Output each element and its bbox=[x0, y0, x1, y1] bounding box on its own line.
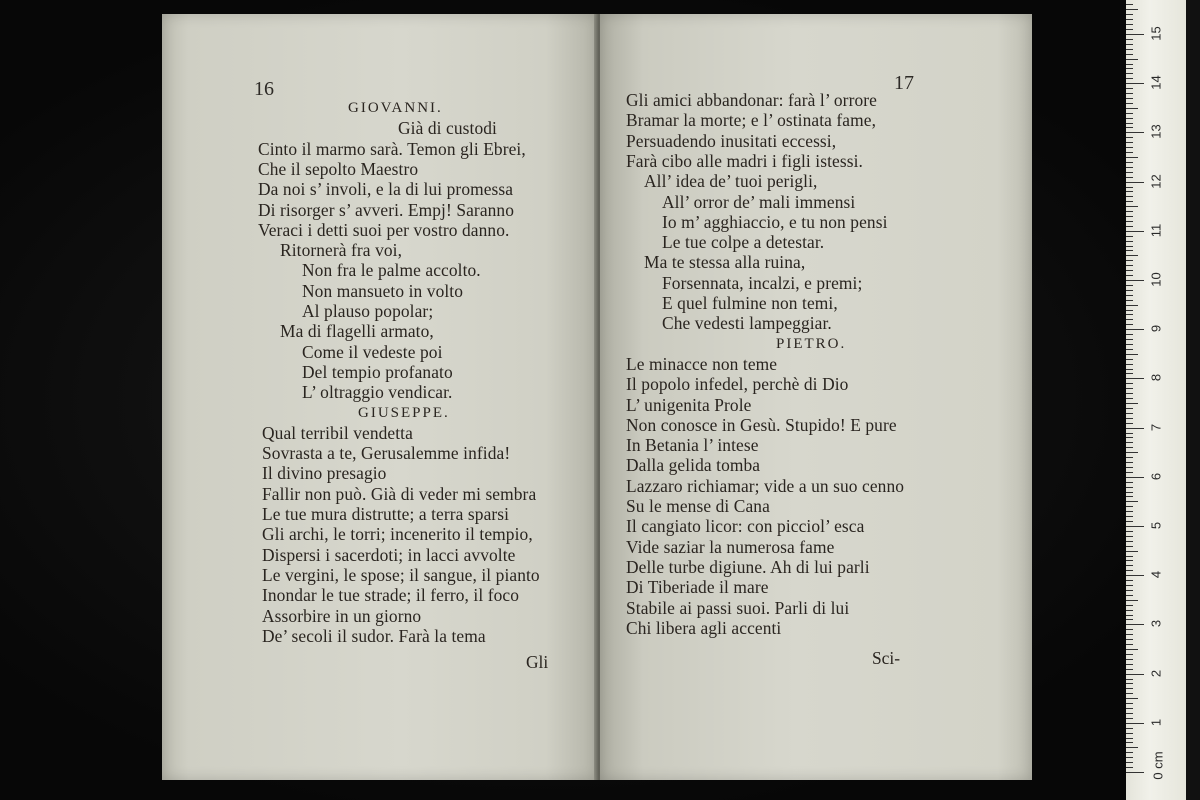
verse-line: Stabile ai passi suoi. Parli di lui bbox=[626, 597, 850, 618]
ruler-tick bbox=[1126, 565, 1133, 566]
ruler-tick bbox=[1126, 639, 1133, 640]
ruler-tick bbox=[1126, 270, 1133, 271]
verse-line: Ma di flagelli armato, bbox=[280, 321, 434, 342]
ruler-tick bbox=[1126, 526, 1144, 527]
ruler-tick bbox=[1126, 196, 1133, 197]
ruler-tick bbox=[1126, 378, 1144, 379]
catchword-right: Sci- bbox=[872, 648, 901, 668]
ruler-tick bbox=[1126, 354, 1138, 355]
ruler-tick bbox=[1126, 560, 1133, 561]
ruler-tick bbox=[1126, 762, 1133, 763]
ruler-tick bbox=[1126, 575, 1144, 576]
ruler-tick bbox=[1126, 595, 1133, 596]
ruler-tick bbox=[1126, 255, 1138, 256]
verse-line: Di Tiberiade il mare bbox=[626, 577, 769, 598]
ruler-tick bbox=[1126, 516, 1133, 517]
speaker-name: GIOVANNI. bbox=[348, 100, 443, 116]
ruler-tick bbox=[1126, 634, 1133, 635]
ruler-tick bbox=[1126, 546, 1133, 547]
verse-line: Da noi s’ involi, e la di lui promessa bbox=[258, 179, 514, 200]
ruler-number: 11 bbox=[1148, 223, 1164, 238]
verse-line: Veraci i detti suoi per vostro danno. bbox=[258, 219, 510, 240]
ruler-tick bbox=[1126, 44, 1133, 45]
ruler-tick bbox=[1126, 221, 1133, 222]
ruler-tick bbox=[1126, 364, 1133, 365]
ruler-tick bbox=[1126, 142, 1133, 143]
ruler-tick bbox=[1126, 383, 1133, 384]
verse-line: Lazzaro richiamar; vide a un suo cenno bbox=[626, 475, 905, 496]
ruler-tick bbox=[1126, 369, 1133, 370]
verse-line: Vide saziar la numerosa fame bbox=[626, 536, 835, 557]
ruler-number: 12 bbox=[1148, 173, 1164, 189]
ruler-tick bbox=[1126, 19, 1133, 20]
verse-line: Le tue colpe a detestar. bbox=[662, 232, 825, 253]
verse-line: Forsennata, incalzi, e premi; bbox=[662, 272, 863, 293]
verse-line: Bramar la morte; e l’ ostinata fame, bbox=[626, 110, 877, 131]
ruler-tick bbox=[1126, 9, 1138, 10]
verse-line: All’ idea de’ tuoi perigli, bbox=[644, 171, 818, 192]
ruler-tick bbox=[1126, 551, 1138, 552]
ruler-tick bbox=[1126, 467, 1133, 468]
ruler-tick bbox=[1126, 310, 1133, 311]
ruler-tick bbox=[1126, 723, 1144, 724]
ruler-tick bbox=[1126, 88, 1133, 89]
verse-line: Su le mense di Cana bbox=[626, 496, 770, 516]
ruler-tick bbox=[1126, 693, 1133, 694]
verse-line: Che il sepolto Maestro bbox=[258, 158, 419, 179]
ruler-tick bbox=[1126, 674, 1144, 675]
ruler-tick bbox=[1126, 570, 1133, 571]
ruler-tick bbox=[1126, 477, 1144, 478]
ruler-tick bbox=[1126, 300, 1133, 301]
ruler-tick bbox=[1126, 757, 1133, 758]
ruler-tick bbox=[1126, 177, 1133, 178]
ruler-tick bbox=[1126, 615, 1133, 616]
ruler-tick bbox=[1126, 137, 1133, 138]
ruler-tick bbox=[1126, 172, 1133, 173]
ruler-tick bbox=[1126, 206, 1138, 207]
ruler-tick bbox=[1126, 531, 1133, 532]
ruler-tick bbox=[1126, 54, 1133, 55]
ruler-number: 7 bbox=[1148, 423, 1164, 431]
ruler-tick bbox=[1126, 260, 1133, 261]
ruler-tick bbox=[1126, 408, 1133, 409]
ruler-tick bbox=[1126, 49, 1133, 50]
verse-line: Farà cibo alle madri i figli istessi. bbox=[626, 150, 863, 171]
ruler-tick bbox=[1126, 679, 1133, 680]
verse-line: Assorbire in un giorno bbox=[262, 605, 422, 626]
verse-line: Inondar le tue strade; il ferro, il foco bbox=[262, 585, 520, 606]
page-number-left: 16 bbox=[254, 78, 274, 100]
ruler-tick bbox=[1126, 398, 1133, 399]
verse-line: Le vergini, le spose; il sangue, il pianto bbox=[262, 564, 540, 585]
verse-line: Gli archi, le torri; incenerito il tempio, bbox=[262, 524, 533, 545]
ruler-tick bbox=[1126, 24, 1133, 25]
ruler-tick bbox=[1126, 201, 1133, 202]
ruler-tick bbox=[1126, 231, 1144, 232]
ruler-tick bbox=[1126, 334, 1133, 335]
ruler-tick bbox=[1126, 442, 1133, 443]
verse-line: Il divino presagio bbox=[262, 463, 387, 484]
ruler-tick bbox=[1126, 688, 1133, 689]
ruler-tick bbox=[1126, 541, 1133, 542]
ruler-tick bbox=[1126, 305, 1138, 306]
ruler-tick bbox=[1126, 492, 1133, 493]
verse-line: Non fra le palme accolto. bbox=[302, 260, 481, 281]
ruler-tick bbox=[1126, 344, 1133, 345]
verse-line: Non conosce in Gesù. Stupido! E pure bbox=[626, 414, 897, 435]
ruler-tick bbox=[1126, 590, 1133, 591]
ruler-tick bbox=[1126, 619, 1133, 620]
ruler-tick bbox=[1126, 388, 1133, 389]
ruler-tick bbox=[1126, 742, 1133, 743]
ruler-tick bbox=[1126, 34, 1144, 35]
speaker-name: PIETRO. bbox=[776, 335, 847, 352]
verse-line: L’ oltraggio vendicar. bbox=[302, 382, 453, 403]
ruler-tick bbox=[1126, 659, 1133, 660]
ruler-unit-label: 0 cm bbox=[1150, 751, 1166, 780]
verse-line: Le tue mura distrutte; a terra sparsi bbox=[262, 504, 510, 524]
ruler-tick bbox=[1126, 511, 1133, 512]
ruler-tick bbox=[1126, 496, 1133, 497]
verse-line: Ma te stessa alla ruina, bbox=[644, 252, 806, 273]
verse-line: Già di custodi bbox=[398, 118, 497, 139]
ruler-tick bbox=[1126, 487, 1133, 488]
verse-line: Non mansueto in volto bbox=[302, 280, 464, 301]
ruler-tick bbox=[1126, 108, 1138, 109]
ruler-tick bbox=[1126, 152, 1133, 153]
ruler-tick bbox=[1126, 738, 1133, 739]
verse-line: De’ secoli il sudor. Farà la tema bbox=[262, 625, 486, 646]
ruler-tick bbox=[1126, 226, 1133, 227]
verse-line: Sovrasta a te, Gerusalemme infida! bbox=[262, 443, 511, 464]
ruler-tick bbox=[1126, 98, 1133, 99]
ruler-tick bbox=[1126, 624, 1144, 625]
ruler-tick bbox=[1126, 4, 1133, 5]
ruler-tick bbox=[1126, 767, 1133, 768]
ruler-tick bbox=[1126, 295, 1133, 296]
ruler-tick bbox=[1126, 747, 1138, 748]
ruler-tick bbox=[1126, 123, 1133, 124]
ruler-number: 14 bbox=[1148, 75, 1164, 90]
ruler-tick bbox=[1126, 457, 1133, 458]
ruler-tick bbox=[1126, 167, 1133, 168]
ruler-tick bbox=[1126, 339, 1133, 340]
ruler-number: 15 bbox=[1148, 26, 1164, 41]
ruler-tick bbox=[1126, 39, 1133, 40]
ruler-tick bbox=[1126, 501, 1138, 502]
ruler-tick bbox=[1126, 83, 1144, 84]
ruler-tick bbox=[1126, 521, 1133, 522]
ruler-tick bbox=[1126, 403, 1138, 404]
page-number-right: 17 bbox=[894, 72, 914, 94]
ruler-tick bbox=[1126, 423, 1133, 424]
ruler-tick bbox=[1126, 536, 1133, 537]
ruler-tick bbox=[1126, 482, 1133, 483]
speaker-name: GIUSEPPE. bbox=[358, 404, 450, 421]
ruler-number: 10 bbox=[1148, 272, 1164, 287]
verse-line: Cinto il marmo sarà. Temon gli Ebrei, bbox=[258, 138, 526, 159]
ruler-tick bbox=[1126, 349, 1133, 350]
ruler-tick bbox=[1126, 472, 1133, 473]
right-page bbox=[600, 14, 1032, 780]
ruler-tick bbox=[1126, 68, 1133, 69]
ruler-tick bbox=[1126, 600, 1138, 601]
ruler-tick bbox=[1126, 610, 1133, 611]
verse-line: Al plauso popolar; bbox=[302, 301, 434, 321]
ruler-tick bbox=[1126, 162, 1133, 163]
ruler-tick bbox=[1126, 664, 1133, 665]
ruler-number: 4 bbox=[1148, 571, 1164, 579]
ruler-tick bbox=[1126, 772, 1144, 773]
verse-line: All’ orror de’ mali immensi bbox=[662, 191, 856, 212]
ruler-tick bbox=[1126, 713, 1133, 714]
ruler-tick bbox=[1126, 718, 1133, 719]
verse-line: Dalla gelida tomba bbox=[626, 455, 761, 476]
ruler-tick bbox=[1126, 752, 1133, 753]
verse-line: Fallir non può. Già di veder mi sembra bbox=[262, 483, 537, 504]
ruler-tick bbox=[1126, 132, 1144, 133]
ruler-tick bbox=[1126, 285, 1133, 286]
ruler-tick bbox=[1126, 127, 1133, 128]
ruler-tick bbox=[1126, 683, 1133, 684]
ruler-tick bbox=[1126, 703, 1133, 704]
ruler-tick bbox=[1126, 93, 1133, 94]
ruler-tick bbox=[1126, 73, 1133, 74]
verse-line: Che vedesti lampeggiar. bbox=[662, 313, 832, 334]
ruler-tick bbox=[1126, 447, 1133, 448]
verse-line: Gli amici abbandonar: farà l’ orrore bbox=[626, 90, 877, 110]
ruler-tick bbox=[1126, 182, 1144, 183]
ruler-tick bbox=[1126, 393, 1133, 394]
ruler-tick bbox=[1126, 708, 1133, 709]
ruler-tick bbox=[1126, 275, 1133, 276]
ruler-tick bbox=[1126, 250, 1133, 251]
ruler-tick bbox=[1126, 733, 1133, 734]
ruler-tick bbox=[1126, 649, 1138, 650]
ruler-tick bbox=[1126, 236, 1133, 237]
ruler-tick bbox=[1126, 29, 1133, 30]
ruler-tick bbox=[1126, 462, 1133, 463]
ruler-tick bbox=[1126, 428, 1144, 429]
ruler-tick bbox=[1126, 506, 1133, 507]
ruler-tick bbox=[1126, 290, 1133, 291]
ruler-tick bbox=[1126, 64, 1133, 65]
ruler-tick bbox=[1126, 78, 1133, 79]
ruler-tick bbox=[1126, 556, 1133, 557]
ruler-tick bbox=[1126, 113, 1133, 114]
verse-line: In Betania l’ intese bbox=[626, 435, 759, 456]
ruler-tick bbox=[1126, 654, 1133, 655]
ruler-tick bbox=[1126, 418, 1133, 419]
ruler-number: 2 bbox=[1148, 669, 1164, 677]
ruler-tick bbox=[1126, 265, 1133, 266]
ruler-tick bbox=[1126, 319, 1133, 320]
verse-line: Di risorger s’ avveri. Empj! Saranno bbox=[258, 199, 515, 220]
ruler-tick bbox=[1126, 216, 1133, 217]
ruler-number: 13 bbox=[1148, 124, 1164, 140]
verse-line: Qual terribil vendetta bbox=[262, 422, 413, 443]
ruler-tick bbox=[1126, 329, 1144, 330]
ruler-number: 6 bbox=[1148, 472, 1164, 480]
catchword-left: Gli bbox=[526, 652, 549, 672]
ruler-number: 1 bbox=[1148, 718, 1164, 726]
ruler-tick bbox=[1126, 644, 1133, 645]
ruler-number: 9 bbox=[1148, 325, 1164, 333]
ruler-tick bbox=[1126, 605, 1133, 606]
ruler-number: 8 bbox=[1148, 374, 1164, 382]
verse-line: Il popolo infedel, perchè di Dio bbox=[626, 374, 849, 395]
ruler-tick bbox=[1126, 585, 1133, 586]
ruler-tick bbox=[1126, 211, 1133, 212]
ruler-tick bbox=[1126, 324, 1133, 325]
ruler-tick bbox=[1126, 147, 1133, 148]
ruler-tick bbox=[1126, 314, 1133, 315]
ruler-tick bbox=[1126, 433, 1133, 434]
ruler-tick bbox=[1126, 246, 1133, 247]
ruler-tick bbox=[1126, 118, 1133, 119]
verse-line: Ritornerà fra voi, bbox=[280, 240, 403, 261]
verse-line: Le minacce non teme bbox=[626, 353, 778, 374]
verse-line: Il cangiato licor: con picciol’ esca bbox=[626, 516, 865, 537]
ruler-tick bbox=[1126, 437, 1133, 438]
ruler-tick bbox=[1126, 157, 1138, 158]
ruler-tick bbox=[1126, 413, 1133, 414]
ruler-tick bbox=[1126, 580, 1133, 581]
verse-line: Chi libera agli accenti bbox=[626, 617, 782, 638]
ruler-tick bbox=[1126, 241, 1133, 242]
ruler-tick bbox=[1126, 629, 1133, 630]
verse-line: Dispersi i sacerdoti; in lacci avvolte bbox=[262, 544, 516, 565]
ruler-tick bbox=[1126, 452, 1138, 453]
verse-line: L’ unigenita Prole bbox=[626, 394, 752, 415]
ruler-edge bbox=[1186, 0, 1200, 800]
verse-line: Del tempio profanato bbox=[302, 361, 453, 382]
ruler-tick bbox=[1126, 669, 1133, 670]
ruler-tick bbox=[1126, 103, 1133, 104]
ruler-tick bbox=[1126, 187, 1133, 188]
ruler-tick bbox=[1126, 728, 1133, 729]
ruler-tick bbox=[1126, 359, 1133, 360]
ruler-tick bbox=[1126, 191, 1133, 192]
ruler-tick bbox=[1126, 14, 1133, 15]
verse-line: Come il vedeste poi bbox=[302, 341, 443, 362]
measurement-ruler bbox=[1126, 0, 1186, 800]
ruler-tick bbox=[1126, 373, 1133, 374]
ruler-number: 5 bbox=[1148, 521, 1164, 530]
verse-line: Persuadendo inusitati eccessi, bbox=[626, 130, 837, 151]
ruler-tick bbox=[1126, 280, 1144, 281]
left-page bbox=[162, 14, 598, 780]
ruler-number: 3 bbox=[1148, 620, 1164, 628]
ruler-tick bbox=[1126, 59, 1138, 60]
ruler-tick bbox=[1126, 698, 1138, 699]
verse-line: Delle turbe digiune. Ah di lui parli bbox=[626, 556, 870, 577]
verse-line: E quel fulmine non temi, bbox=[662, 293, 838, 313]
verse-line: Io m’ agghiaccio, e tu non pensi bbox=[662, 211, 888, 232]
